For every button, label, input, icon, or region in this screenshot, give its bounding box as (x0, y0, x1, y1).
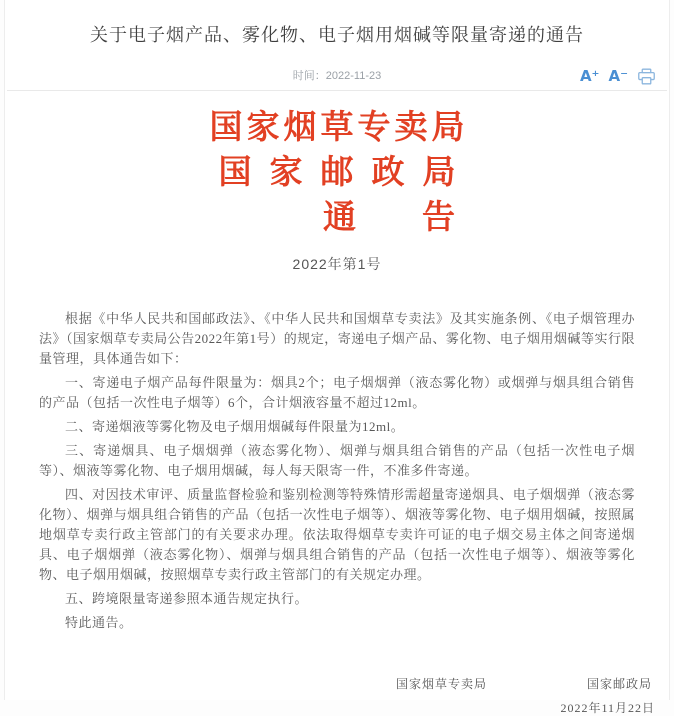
meta-tools (580, 65, 656, 87)
publish-time: 时间：2022-11-23 (292, 70, 382, 82)
meta-bar (5, 65, 669, 87)
page-title: 关于电子烟产品、雾化物、电子烟用烟碱等限量寄递的通告 (90, 25, 584, 45)
paragraph-item-5: 五、跨境限量寄递参照本通告规定执行。 (65, 591, 309, 606)
signature-post-bureau: 国家邮政局 (586, 677, 652, 691)
doc-number: 2022年第1号 (292, 256, 382, 272)
print-icon[interactable] (637, 68, 656, 85)
signature-tobacco-admin: 国家烟草专卖局 (395, 677, 487, 691)
closing-line: 特此通告。 (65, 615, 133, 630)
notice-header (5, 106, 669, 241)
paragraph-intro: 根据《中华人民共和国邮政法》、《中华人民共和国烟草专卖法》及其实施条例、《电子烟管理办法》（国家烟草专卖局公告2022年第1号）的规定，寄递电子烟产品、雾化物、电子烟用烟碱等实行限量管理，具体通告如下： (39, 311, 635, 366)
font-increase-button[interactable]: A⁺ (579, 67, 600, 85)
paragraph-item-2: 二、寄递烟液等雾化物及电子烟用烟碱每件限量为12ml。 (65, 419, 405, 434)
signature-row (5, 675, 669, 692)
header-divider (7, 90, 667, 91)
agency-line-post: 国家邮政局 (218, 155, 474, 191)
paragraph-item-1: 一、寄递电子烟产品每件限量为：烟具2个；电子烟烟弹（液态雾化物）或烟弹与烟具组合销售的产品（包括一次性电子烟等）6个，合计烟液容量不超过12ml。 (39, 375, 635, 410)
notice-page (4, 0, 670, 715)
notice-body (5, 309, 669, 633)
paragraph-item-3: 三、寄递烟具、电子烟烟弹（液态雾化物）、烟弹与烟具组合销售的产品（包括一次性电子烟等）、烟液等雾化物、电子烟用烟碱，每人每天限寄一件，不准多件寄递。 (39, 443, 635, 478)
paragraph-item-4: 四、对因技术审评、质量监督检验和鉴别检测等特殊情形需超量寄递烟具、电子烟烟弹（液态雾化物）、烟弹与烟具组合销售的产品（包括一次性电子烟等）、烟液等雾化物、电子烟用烟碱，按照属地烟草专卖行政主管部门的有关要求办理。依法取得烟草专卖许可证的电子烟交易主体之间寄递烟具、电子烟烟弹（液态雾化物）、烟弹与烟具组合销售的产品（包括一次性电子烟等）、烟液等雾化物、电子烟用烟碱，按照烟草专卖行政主管部门的有关规定办理。 (39, 487, 635, 582)
font-decrease-button[interactable]: A⁻ (608, 67, 628, 85)
notice-type-title: 通告 (323, 200, 521, 236)
agency-line-tobacco: 国家烟草专卖局 (209, 110, 469, 146)
signature-date: 2022年11月22日 (560, 701, 655, 715)
